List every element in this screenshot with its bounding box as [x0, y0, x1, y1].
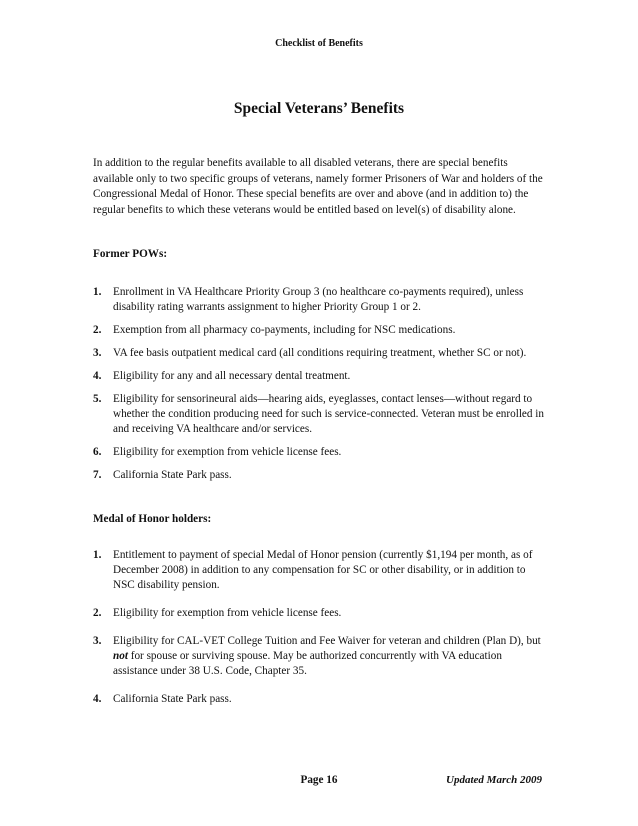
- pows-list: [93, 285, 548, 491]
- list-text-part: Eligibility for CAL-VET College Tuition and Fee Waiver for veteran and children (Plan D), but: [113, 635, 541, 647]
- list-item: [93, 445, 548, 460]
- list-item: [93, 346, 548, 361]
- list-number: 3.: [93, 347, 102, 359]
- moh-list: [93, 548, 548, 720]
- section-heading-moh: Medal of Honor holders:: [93, 513, 212, 525]
- list-item: [93, 468, 548, 483]
- list-number: 3.: [93, 635, 102, 647]
- list-item: [93, 606, 548, 621]
- running-header: Checklist of Benefits: [275, 38, 363, 49]
- list-item: [93, 369, 548, 384]
- list-number: 4.: [93, 693, 102, 705]
- emphasis-text: not: [113, 650, 128, 662]
- list-item: [93, 548, 548, 593]
- list-number: 2.: [93, 607, 102, 619]
- list-number: 1.: [93, 286, 102, 298]
- list-number: 7.: [93, 469, 102, 481]
- list-text: California State Park pass.: [113, 693, 232, 705]
- list-text: Exemption from all pharmacy co-payments, including for NSC medications.: [113, 324, 456, 336]
- list-text: [113, 634, 548, 679]
- list-text: VA fee basis outpatient medical card (all conditions requiring treatment, whether SC or not).: [113, 347, 527, 359]
- intro-paragraph: In addition to the regular benefits available to all disabled veterans, there are special benefits available only to two specific groups of veterans, namely former Prisoners of War and holders of the Congressional Medal of Honor. These special benefits are over and above (and in addition to) the regular benefits to which these veterans would be entitled based on level(s) of disability alone.: [93, 157, 543, 217]
- updated-date: Updated March 2009: [446, 774, 542, 786]
- list-item: [93, 392, 548, 437]
- list-number: 6.: [93, 446, 102, 458]
- page-number: Page 16: [300, 774, 338, 786]
- list-number: 2.: [93, 324, 102, 336]
- list-number: 4.: [93, 370, 102, 382]
- list-text: California State Park pass.: [113, 469, 232, 481]
- list-text: Eligibility for any and all necessary dental treatment.: [113, 370, 351, 382]
- list-item: [93, 634, 548, 679]
- list-item: [93, 285, 548, 315]
- list-text: Enrollment in VA Healthcare Priority Group 3 (no healthcare co-payments required), unless disability rating warrants assignment to higher Priority Group 1 or 2.: [113, 286, 524, 313]
- list-text: Eligibility for sensorineural aids—hearing aids, eyeglasses, contact lenses—without regard to whether the condition producing need for such is service-connected. Veteran must be enrolled in and receiving VA healthcare and/or services.: [113, 393, 544, 435]
- page-title: Special Veterans’ Benefits: [233, 100, 405, 117]
- list-number: 5.: [93, 393, 102, 405]
- list-text: Entitlement to payment of special Medal of Honor pension (currently $1,194 per month, as of December 2008) in addition to any compensation for SC or other disability, or in addition to NSC disability pension.: [113, 549, 533, 591]
- list-text: Eligibility for exemption from vehicle license fees.: [113, 607, 342, 619]
- list-item: [93, 692, 548, 707]
- section-heading-pows: Former POWs:: [93, 248, 168, 260]
- list-text: Eligibility for exemption from vehicle license fees.: [113, 446, 342, 458]
- list-text-part: for spouse or surviving spouse. May be authorized concurrently with VA education assistance under 38 U.S. Code, Chapter 35.: [113, 650, 502, 677]
- list-item: [93, 323, 548, 338]
- list-number: 1.: [93, 549, 102, 561]
